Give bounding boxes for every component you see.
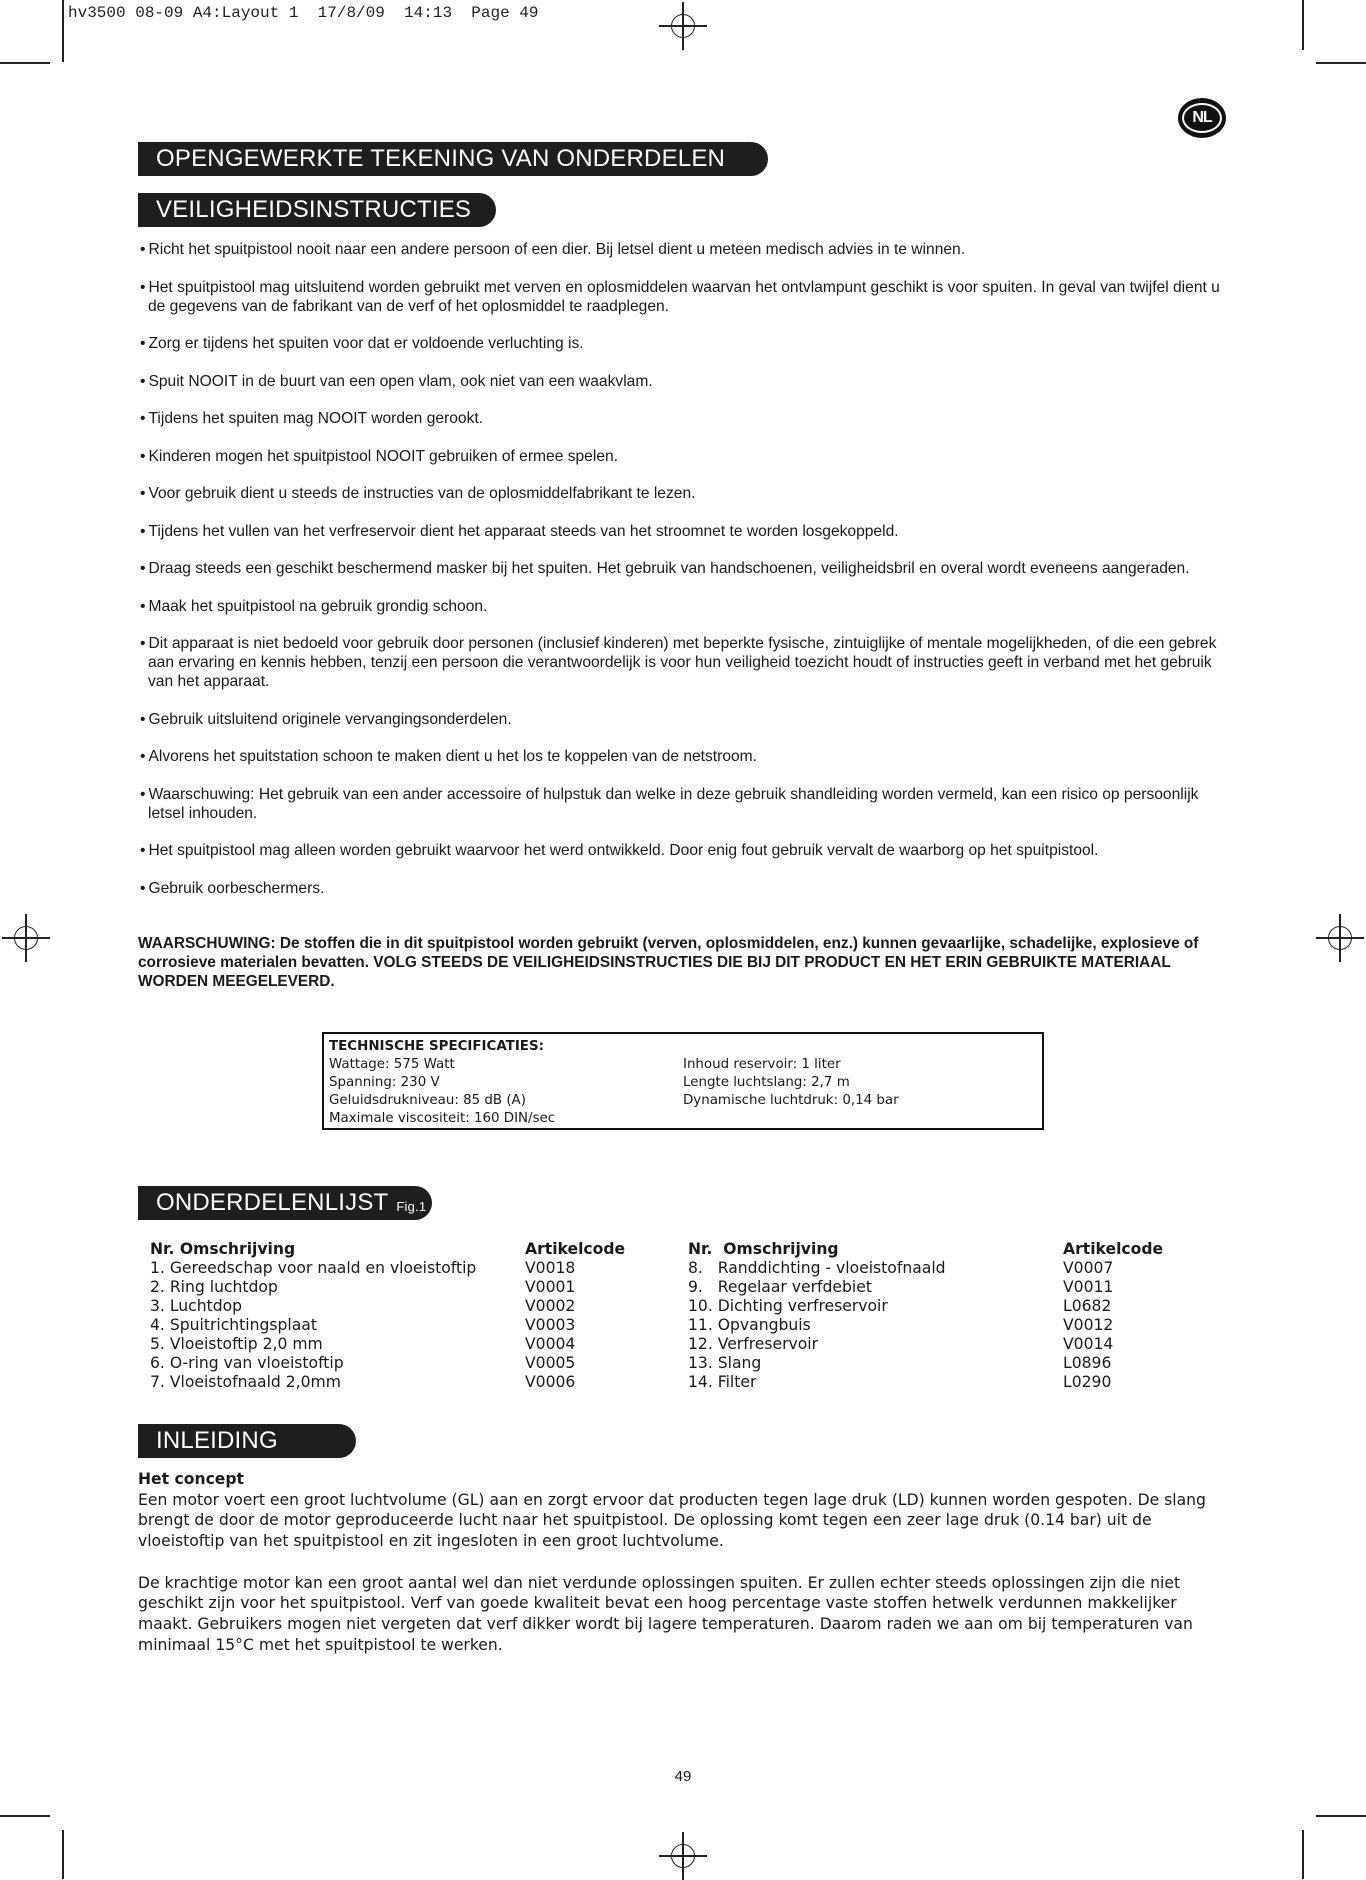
intro-paragraph: Een motor voert een groot luchtvolume (GL) aan en zorgt ervoor dat producten tegen lage druk (LD) kunnen worden gespoten. De slang brengt de door de motor geproduceerde lucht naar het spuitpistool. De oplossing komt tegen een zeer lage druk (0.14 bar) uit de vloeistoftip van het spuitpistool en zit ingesloten in een groot luchtvolume. — [138, 1490, 1206, 1551]
crop-mark — [0, 1815, 50, 1817]
spec-item: Dynamische luchtdruk: 0,14 bar — [683, 1093, 899, 1108]
parts-table-right — [688, 1240, 1163, 1392]
table-row — [150, 1335, 625, 1354]
table-header — [150, 1240, 625, 1259]
part-description: 1. Gereedschap voor naald en vloeistoftip — [150, 1259, 477, 1277]
part-description: 12. Verfreservoir — [688, 1335, 819, 1353]
part-code: V0018 — [525, 1259, 576, 1277]
part-description: 6. O-ring van vloeistoftip — [150, 1354, 344, 1372]
list-item: • Gebruik uitsluitend originele vervangingsonderdelen. — [138, 710, 1228, 729]
list-item: • Spuit NOOIT in de buurt van een open vlam, ook niet van een waakvlam. — [138, 372, 1228, 391]
table-row — [688, 1297, 1163, 1316]
part-code: L0682 — [1063, 1297, 1112, 1315]
page-number: 49 — [674, 1768, 692, 1785]
table-row — [150, 1278, 625, 1297]
spec-item: Lengte luchtslang: 2,7 m — [683, 1075, 850, 1090]
specs-right-column — [683, 1056, 1037, 1128]
list-item: • Draag steeds een geschikt beschermend masker bij het spuiten. Het gebruik van handschoenen, veiligheidsbril en overal wordt eveneens aangeraden. — [138, 559, 1228, 578]
technical-specs-box — [322, 1032, 1044, 1130]
table-row — [688, 1316, 1163, 1335]
part-description: 8. Randdichting - vloeistofnaald — [688, 1259, 946, 1277]
table-header — [688, 1240, 1163, 1259]
crop-mark — [1316, 1815, 1366, 1817]
spec-item: Inhoud reservoir: 1 liter — [683, 1057, 841, 1072]
part-code: V0007 — [1063, 1259, 1114, 1277]
warning-text: WAARSCHUWING: De stoffen die in dit spuitpistool worden gebruikt (verven, oplosmiddelen, enz.) kunnen gevaarlijke, schadelijke, explosieve of corrosieve materialen bevatten. VOLG STEEDS DE VEILIGHEIDSINSTRUCTIES DIE BIJ DIT PRODUCT EN HET ERIN GEBRUIKTE MATERIAAL WORDEN MEEGELEVERD. — [138, 935, 1199, 990]
crop-mark — [1302, 0, 1304, 50]
section-title: VEILIGHEIDSINSTRUCTIES — [156, 196, 472, 223]
part-description: 5. Vloeistoftip 2,0 mm — [150, 1335, 323, 1353]
column-header-description: Nr. Omschrijving — [688, 1240, 839, 1258]
table-row — [150, 1354, 625, 1373]
list-item: • Dit apparaat is niet bedoeld voor gebruik door personen (inclusief kinderen) met beperkte fysische, zintuiglijke of mentale mogelijkheden, of die een gebrek aan ervaring en kennis hebben, tenzij een persoon die verantwoordelijk is voor hun veiligheid toezicht houdt of instructies geeft in verband met het gebruik van het apparaat. — [138, 634, 1228, 691]
section-title: OPENGEWERKTE TEKENING VAN ONDERDELEN — [156, 145, 726, 172]
list-item: • Alvorens het spuitstation schoon te maken dient u het los te koppelen van de netstroom. — [138, 747, 1228, 766]
table-row — [688, 1373, 1163, 1392]
part-code: L0896 — [1063, 1354, 1112, 1372]
crop-mark — [1302, 1830, 1304, 1879]
registration-mark-right — [1316, 914, 1364, 962]
crop-mark — [62, 0, 64, 62]
part-description: 13. Slang — [688, 1354, 762, 1372]
language-badge-label: NL — [1182, 103, 1222, 133]
part-description: 4. Spuitrichtingsplaat — [150, 1316, 317, 1334]
list-item: • Waarschuwing: Het gebruik van een ander accessoire of hulpstuk dan welke in deze gebruik shandleiding worden vermeld, kan een risico op persoonlijk letsel inhouden. — [138, 785, 1228, 823]
section-header-exploded-view — [138, 142, 768, 176]
crop-mark — [1316, 62, 1366, 64]
column-header-code: Artikelcode — [1063, 1240, 1164, 1258]
table-row — [150, 1297, 625, 1316]
spec-item: Wattage: 575 Watt — [329, 1057, 455, 1072]
table-row — [150, 1316, 625, 1335]
table-row — [688, 1354, 1163, 1373]
part-code: V0006 — [525, 1373, 576, 1391]
section-header-parts — [138, 1186, 432, 1220]
intro-paragraph: De krachtige motor kan een groot aantal wel dan niet verdunde oplossingen spuiten. Er zullen echter steeds oplossingen zijn die niet geschikt zijn voor het spuitpistool. Verf van goede kwaliteit bevat een hoog percentage vaste stoffen hetwelk verdunnen makkelijker maakt. Gebruikers mogen niet vergeten dat verf dikker wordt bij lagere temperaturen. Daarom raden we aan om bij temperaturen van minimaal 15°C met het spuitpistool te werken. — [138, 1573, 1193, 1654]
part-code: V0011 — [1063, 1278, 1114, 1296]
list-item: • Maak het spuitpistool na gebruik grondig schoon. — [138, 597, 1228, 616]
section-header-safety — [138, 193, 496, 227]
list-item: • Tijdens het spuiten mag NOOIT worden gerookt. — [138, 409, 1228, 428]
specs-left-column — [329, 1056, 683, 1128]
column-header-code: Artikelcode — [525, 1240, 626, 1258]
part-code: L0290 — [1063, 1373, 1112, 1391]
section-title: INLEIDING — [156, 1427, 278, 1454]
figure-reference: Fig.1 — [396, 1198, 427, 1214]
part-code: V0003 — [525, 1316, 576, 1334]
list-item: • Voor gebruik dient u steeds de instructies van de oplosmiddelfabrikant te lezen. — [138, 484, 1228, 503]
table-row — [688, 1335, 1163, 1354]
specs-title: TECHNISCHE SPECIFICATIES: — [329, 1039, 544, 1054]
language-badge — [1178, 98, 1226, 138]
part-code: V0002 — [525, 1297, 576, 1315]
spec-item: Geluidsdrukniveau: 85 dB (A) — [329, 1093, 526, 1108]
crop-mark — [62, 1830, 64, 1879]
part-code: V0004 — [525, 1335, 576, 1353]
list-item: • Gebruik oorbeschermers. — [138, 879, 1228, 898]
part-description: 10. Dichting verfreservoir — [688, 1297, 888, 1315]
part-code: V0014 — [1063, 1335, 1114, 1353]
registration-mark-top — [659, 2, 707, 50]
table-row — [150, 1259, 625, 1278]
list-item: • Kinderen mogen het spuitpistool NOOIT gebruiken of ermee spelen. — [138, 447, 1228, 466]
list-item: • Zorg er tijdens het spuiten voor dat er voldoende verluchting is. — [138, 334, 1228, 353]
part-description: 11. Opvangbuis — [688, 1316, 811, 1334]
parts-table-left — [150, 1240, 625, 1392]
safety-instructions-list — [138, 240, 1228, 916]
spec-item: Maximale viscositeit: 160 DIN/sec — [329, 1111, 556, 1126]
table-row — [688, 1278, 1163, 1297]
spec-item: Spanning: 230 V — [329, 1075, 440, 1090]
part-description: 3. Luchtdop — [150, 1297, 243, 1315]
part-description: 7. Vloeistofnaald 2,0mm — [150, 1373, 341, 1391]
section-title: ONDERDELENLIJST — [156, 1189, 389, 1216]
list-item: • Tijdens het vullen van het verfreservoir dient het apparaat steeds van het stroomnet te worden losgekoppeld. — [138, 522, 1228, 541]
section-header-intro — [138, 1424, 356, 1458]
part-description: 14. Filter — [688, 1373, 757, 1391]
crop-mark — [0, 62, 50, 64]
table-row — [688, 1259, 1163, 1278]
list-item: • Richt het spuitpistool nooit naar een andere persoon of een dier. Bij letsel dient u meteen medisch advies in te winnen. — [138, 240, 1228, 259]
part-description: 2. Ring luchtdop — [150, 1278, 278, 1296]
registration-mark-bottom — [659, 1832, 707, 1880]
part-description: 9. Regelaar verfdebiet — [688, 1278, 872, 1296]
intro-section — [138, 1469, 1228, 1676]
print-slug: hv3500 08-09 A4:Layout 1 17/8/09 14:13 Page 49 — [68, 4, 539, 22]
part-code: V0012 — [1063, 1316, 1114, 1334]
list-item: • Het spuitpistool mag uitsluitend worden gebruikt met verven en oplosmiddelen waarvan het ontvlampunt geschikt is voor spuiten. In geval van twijfel dient u de gegevens van de fabrikant van de verf of het oplosmiddel te raadplegen. — [138, 278, 1228, 316]
column-header-description: Nr. Omschrijving — [150, 1240, 296, 1258]
table-row — [150, 1373, 625, 1392]
intro-heading: Het concept — [138, 1470, 245, 1488]
list-item: • Het spuitpistool mag alleen worden gebruikt waarvoor het werd ontwikkeld. Door enig fout gebruik vervalt de waarborg op het spuitpistool. — [138, 841, 1228, 860]
registration-mark-left — [2, 914, 50, 962]
part-code: V0001 — [525, 1278, 576, 1296]
part-code: V0005 — [525, 1354, 576, 1372]
